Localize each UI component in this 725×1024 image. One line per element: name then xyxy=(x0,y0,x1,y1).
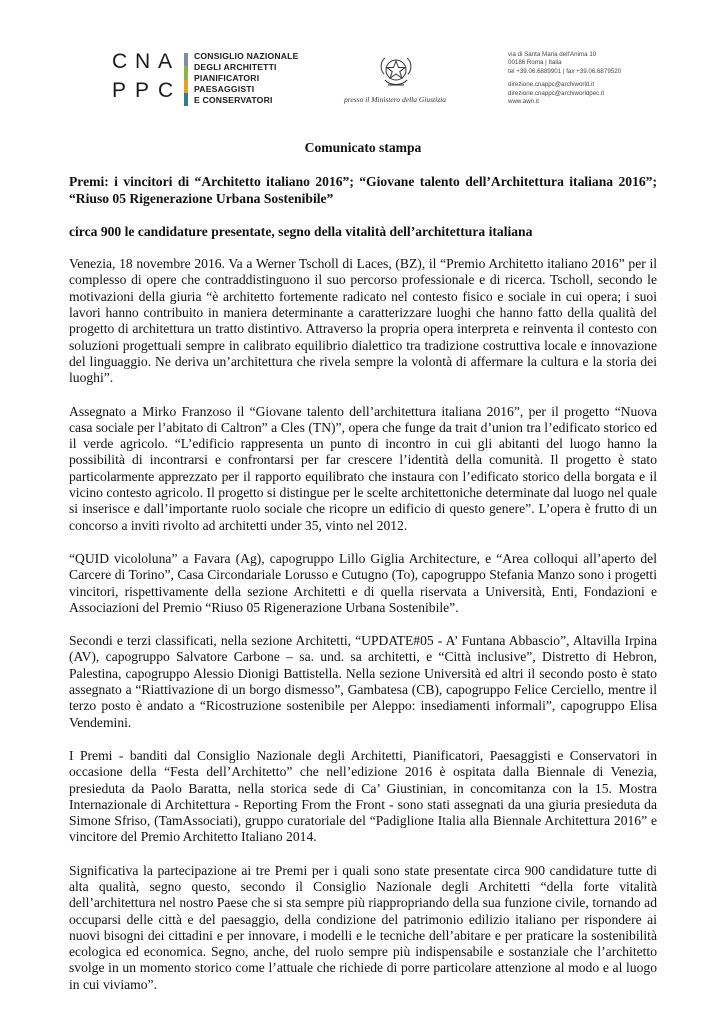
contact-block xyxy=(508,51,638,106)
address-line: 00186 Roma | Italia xyxy=(508,59,562,67)
paragraph: Venezia, 18 novembre 2016. Va a Werner Tscholl di Laces, (BZ), il “Premio Architetto italiano 2016” per il complesso di opere che contraddistinguono il suo percorso professionale e di ricerca. Tscholl, secondo le motivazioni della giuria “è architetto fortemente radicato nel contesto fisico e sociale in cui opera; i suoi lavori hanno contribuito in maniera determinante a caratterizzare luoghi che hanno fatto della qualità del progetto di architettura un tratto distintivo. Attraverso la propria opera interpreta e reinventa il contesto con soluzioni progettuali sempre in calibrato equilibrio dialettico tra tradizione costruttiva locale e innovazione del linguaggio. Ne deriva un’architettura che rivela sempre la volontà di affermare la cultura e la storia dei luoghi”. xyxy=(69,256,657,386)
paragraph: Significativa la partecipazione ai tre Premi per i quali sono state presentate circa 900 candidature tutte di alta qualità, segno questo, secondo il Consiglio Nazionale degli Architetti “della forte vitalità dell’architettura nel nostro Paese che si sta sempre più riappropriando della sua funzione civile, tornando ad occuparsi delle città e del paesaggio, della condizione del patrimonio edilizio italiano per rispondere ai nuovi bisogni dei cittadini e per innovare, i modelli e le tecniche dell’abitare e per praticare la sostenibilità ecologica ed economica. Segno, anche, del ruolo sempre più indispensabile e sostanziale che l’architetto svolge in un momento storico come l’attuale che richiede di porre particolare attenzione al modo e al luogo in cui viviamo”. xyxy=(69,862,657,992)
logo-bar xyxy=(184,66,188,79)
logo-letter: C xyxy=(158,79,174,102)
logo-color-bars xyxy=(184,53,188,106)
paragraph: I Premi - banditi dal Consiglio Nazionale degli Architetti, Pianificatori, Paesaggisti e Conservatori in occasione della “Festa dell’Architetto” che nell’edizione 2016 è ospitata dalla Biennale di Venezia, presieduta da Paolo Baratta, nella storica sede di Ca’ Giustinian, in concomitanza con la 15. Mostra Internazionale di Architettura - Reporting From the Front - sono stati assegnati da una giuria presieduta da Simone Sfriso, (TamAssociati), gruppo curatoriale del “Padiglione Italia alla Biennale Architettura 2016” e vincitore del Premio Architetto Italiano 2014. xyxy=(69,747,657,845)
website-link[interactable]: www.awn.it xyxy=(508,98,539,106)
phone-line: tel +39.06.6889901 | fax +39.06.6879520 xyxy=(508,67,622,75)
document-heading: Comunicato stampa xyxy=(304,140,422,155)
logo-letter: P xyxy=(112,79,127,102)
paragraph: Secondi e terzi classificati, nella sezione Architetti, “UPDATE#05 - A’ Funtana Abbascio”, Altavilla Irpina (AV), capogruppo Salvatore Carbone – sa. und. sa architetti, e “Città inclusive”, Distretto di Hebron, Palestina, capogruppo Alessio Dionigi Battistella. Nella sezione Università ed altri il secondo posto è stato assegnato a “Riattivazione di un borgo dismesso”, Gambatesa (CB), capogruppo Felice Cerciello, mentre il terzo posto è andato a “Ricostruzione sostenibile per Aleppo: insediamenti informali”, capogruppo Elisa Vendemini. xyxy=(69,633,657,730)
org-name-line: PAESAGGISTI xyxy=(194,84,255,94)
org-name-line: CONSIGLIO NAZIONALE xyxy=(194,51,299,61)
logo-letters xyxy=(112,52,180,108)
org-name-line: E CONSERVATORI xyxy=(194,95,273,105)
document-subtitle: circa 900 le candidature presentate, segno della vitalità dell’architettura italiana xyxy=(69,223,533,239)
pec-email-link[interactable]: direzione.cnappc@archiworldpec.it xyxy=(508,89,605,97)
logo-letter: N xyxy=(135,50,151,73)
republic-emblem-icon xyxy=(374,52,418,92)
org-name-line: DEGLI ARCHITETTI xyxy=(194,62,277,72)
logo-bar xyxy=(184,80,188,93)
press-release xyxy=(69,140,657,1010)
emblem-caption: presso il Ministero della Giustizia xyxy=(344,95,446,104)
logo-bar xyxy=(184,53,188,66)
logo-letter: P xyxy=(135,79,150,102)
document-title: Premi: i vincitori di “Architetto italiano 2016”; “Giovane talento dell’Architettura italiana 2016”; “Riuso 05 Rigenerazione Urbana Sostenibile” xyxy=(69,174,657,206)
logo-letter: A xyxy=(158,50,173,73)
paragraph: “QUID vicololuna” a Favara (Ag), capogruppo Lillo Giglia Architecture, e “Area colloqui all’aperto del Carcere di Torino”, Casa Circondariale Lorusso e Cutugno (To), capogruppo Stefania Manzo sono i progetti vincitori, rispettivamente della sezione Architetti e di quella riservata a Università, Enti, Fondazioni e Associazioni del Premio “Riuso 05 Rigenerazione Urbana Sostenibile”. xyxy=(69,550,657,615)
paragraph: Assegnato a Mirko Franzoso il “Giovane talento dell’architettura italiana 2016”, per il progetto “Nuova casa sociale per l’abitato di Caltron” a Cles (TN)”, opera che funge da trait d’union tra l’edificato storico ed il verde agricolo. “L’edificio rappresenta un punto di incontro in cui gli abitanti del luogo hanno la possibilità di incontrarsi e confrontarsi per far crescere l’identità della comunità. Il progetto è stato particolarmente apprezzato per il rapporto equilibrato che instaura con l’edificato storico della borgata e il vicino contesto agricolo. Il progetto si distingue per le scelte architettoniche determinate dal luogo nel quale si inserisce e dall’importante ruolo sociale che ricopre un edificio di questo genere”. L’opera è frutto di un concorso a inviti rivolto ad architetti under 35, vinto nel 2012. xyxy=(69,403,657,533)
org-name-line: PIANIFICATORI xyxy=(194,73,260,83)
cnappc-logo xyxy=(112,52,307,108)
logo-bar xyxy=(184,93,188,106)
address-line: via di Santa Maria dell'Anima 10 xyxy=(508,51,597,58)
org-name xyxy=(194,51,319,106)
logo-letter: C xyxy=(112,50,128,73)
email-link[interactable]: direzione.cnappc@archiworld.it xyxy=(508,81,595,89)
